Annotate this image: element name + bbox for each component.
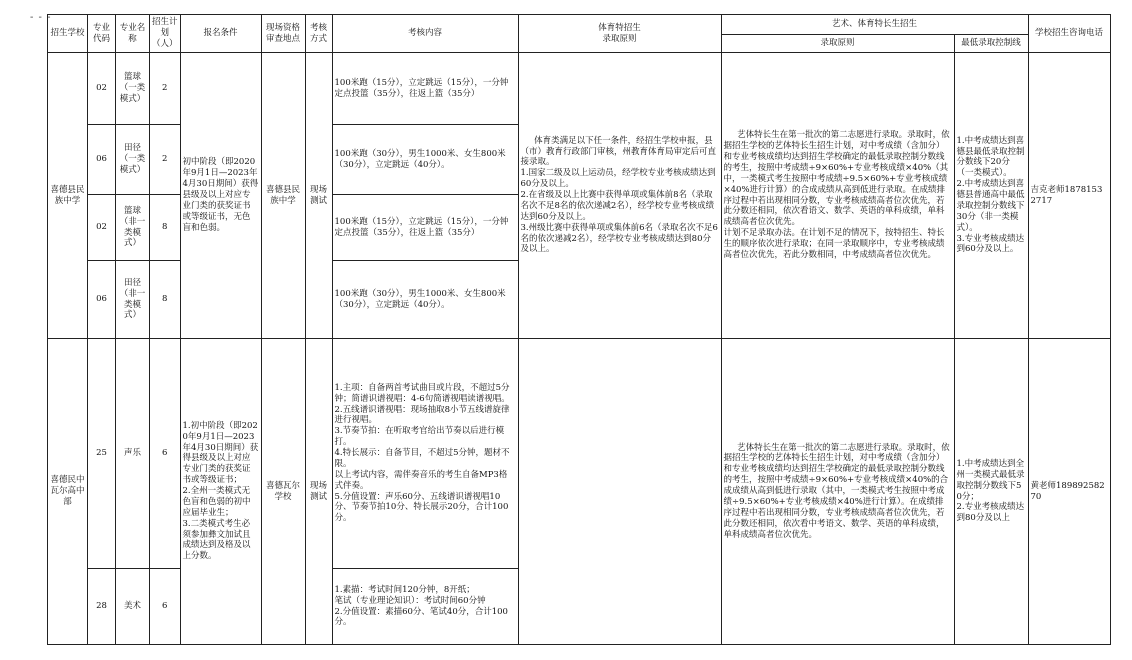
exam-content: 100米跑（15分），立定跳远（15分），一分钟定点投篮（35分），往返上篮（35分）: [332, 195, 518, 261]
exam-content: 1.素描：考试时间120分钟，8开纸； 笔试（专业理论知识）：考试时间60分钟 2.分值设置：素描60分、笔试40分，合计100分。: [332, 569, 518, 645]
table-row: [48, 339, 1111, 569]
major-name: 篮球（一类模式）: [116, 53, 150, 125]
major-code: 25: [88, 339, 116, 569]
major-name: 田径（一类模式）: [116, 125, 150, 195]
header-school: 招生学校: [48, 15, 88, 53]
admission-table: [47, 14, 1111, 645]
school-name: 喜德县民族中学: [48, 53, 88, 339]
exam-content: 1.主项：自备两首考试曲目或片段，不超过5分钟；简谱识谱视唱：4-6句简谱视唱读谱视唱。 2.五线谱识谱视唱：现场抽取8小节五线谱旋律进行视唱。 3.节奏节拍：在听取考官给出节奏以后进行模打。 4.特长展示：自备节目，不超过5分钟，题材不限。 以上考试内容，需伴奏音乐的考生自备MP3格式伴奏。 5.分值设置：声乐60分、五线谱识谱视唱10分、节奏节拍10分、特长展示20分，合计100分。: [332, 339, 518, 569]
header-exam-content: 考核内容: [332, 15, 518, 53]
contact-text: 吉克老师18781532717: [1028, 53, 1110, 339]
arts-principle-text: 艺体特长生在第一批次的第二志愿进行录取。录取时，依据招生学校的艺体特长生招生计划，对中考成绩（含加分）和专业考核成绩均达到招生学校确定的最低录取控制分数线的考生，按照中考成绩÷9×60%+专业考核成绩×40%（其中，一类模式考生按照中考成绩÷9.5×60%+专业考核成绩×40%进行计算）的合成成绩从高到低进行录取。在成绩排序过程中若出现相同分数，专业考核成绩高者位次优先，若此分数还相同，依次看语文、数学、英语的单科成绩，单科成绩高者位次优先。 计划不足录取办法。在计划不足的情况下，按特招生、特长生的顺序依次进行录取；在同一录取顺序中，专业考核成绩高者位次优先，若此分数相同，中考成绩高者位次优先。: [721, 53, 954, 339]
major-name: 篮球（非一类模式）: [116, 195, 150, 261]
sports-principle-text: 体育类满足以下任一条件，经招生学校申报，县（市）教育行政部门审核，州教育体育局审定后可直接录取。 1.国家二级及以上运动员，经学校专业考核成绩达到60分及以上。 2.在省级及以上比赛中获得单项或集体前8名（录取名次不足8名的依次递减2名），经学校专业考核成绩达到60分及以上。 3.州级比赛中获得单项或集体前6名（录取名次不足6名的依次递减2名），经学校专业考核成绩达到80分及以上。: [518, 53, 721, 339]
header-sports-group: [518, 15, 721, 53]
exam-content: 100米跑（30分），男生1000米、女生800米（30分），立定跳远（40分）。: [332, 261, 518, 339]
exam-method: 现场测试: [305, 53, 332, 339]
school-name: 喜德民中瓦尔高中部: [48, 339, 88, 645]
header-major-code: 专业代码: [88, 15, 116, 53]
exam-method: 现场测试: [305, 339, 332, 645]
review-location: 喜德瓦尔学校: [261, 339, 305, 645]
header-contact: 学校招生咨询电话: [1028, 15, 1110, 53]
header-arts-principle: 录取原则: [721, 35, 954, 53]
exam-content: 100米跑（30分），男生1000米、女生800米（30分），立定跳远（40分）。: [332, 125, 518, 195]
major-code: 06: [88, 125, 116, 195]
page-corner-mark: - - -: [30, 12, 52, 23]
major-code: 02: [88, 195, 116, 261]
header-major-name: 专业名称: [116, 15, 150, 53]
header-arts-group: 艺术、体育特长生招生: [721, 15, 1028, 35]
plan-count: 8: [150, 195, 181, 261]
requirements-text: 初中阶段（即2020年9月1日—2023年4月30日期间）获得县级及以上对应专业门类的获奖证书或等级证书，无色盲和色弱。: [180, 53, 261, 339]
major-code: 06: [88, 261, 116, 339]
table-row: [48, 53, 1111, 125]
min-line-text: 1.中考成绩达到喜德县最低录取控制分数线下20分（一类模式）。 2.中考成绩达到喜德县普通高中最低录取控制分数线下30分（非一类模式）。 3.专业考核成绩达到60分及以上。: [954, 53, 1028, 339]
header-review-location: 现场资格审查地点: [261, 15, 305, 53]
major-code: 28: [88, 569, 116, 645]
plan-count: 2: [150, 53, 181, 125]
header-arts-min-line: 最低录取控制线: [954, 35, 1028, 53]
min-line-text: 1.中考成绩达到全州一类模式最低录取控制分数线下50分； 2.专业考核成绩达到80分及以上: [954, 339, 1028, 645]
plan-count: 2: [150, 125, 181, 195]
exam-content: 100米跑（15分），立定跳远（15分），一分钟定点投篮（35分），往返上篮（35分）: [332, 53, 518, 125]
header-sports-title: 体育特招生: [598, 22, 641, 33]
plan-count: 6: [150, 339, 181, 569]
header-exam-method: 考核方式: [305, 15, 332, 53]
arts-principle-text: 艺体特长生在第一批次的第二志愿进行录取。录取时，依据招生学校的艺体特长生招生计划，对中考成绩（含加分）和专业考核成绩均达到招生学校确定的最低录取控制分数线的考生，按照中考成绩÷9×60%+专业考核成绩×40%的合成成绩从高到低进行录取（其中，一类模式考生按照中考成绩÷9.5×60%+专业考核成绩×40%进行计算）。在成绩排序过程中若出现相同分数，专业考核成绩高者位次优先，若此分数还相同，依次看中考语文、数学、英语的单科成绩，单科成绩高者位次优先。: [721, 339, 954, 645]
requirements-text: 1.初中阶段（即2020年9月1日—2023年4月30日期间）获得县级及以上对应专业门类的获奖证书或等级证书； 2.全州一类模式无色盲和色弱的初中应届毕业生； 3.二类模式考生必须参加彝文加试且成绩达到及格及以上分数。: [180, 339, 261, 645]
review-location: 喜德县民族中学: [261, 53, 305, 339]
major-name: 声乐: [116, 339, 150, 569]
header-requirements: 报名条件: [180, 15, 261, 53]
header-plan: 招生计划（人）: [150, 15, 181, 53]
plan-count: 6: [150, 569, 181, 645]
major-name: 田径（非一类模式）: [116, 261, 150, 339]
contact-text: 黄老师18989258270: [1028, 339, 1110, 645]
major-name: 美术: [116, 569, 150, 645]
header-sports-principle: 录取原则: [602, 33, 637, 44]
sports-principle-empty: [518, 339, 721, 645]
plan-count: 8: [150, 261, 181, 339]
major-code: 02: [88, 53, 116, 125]
